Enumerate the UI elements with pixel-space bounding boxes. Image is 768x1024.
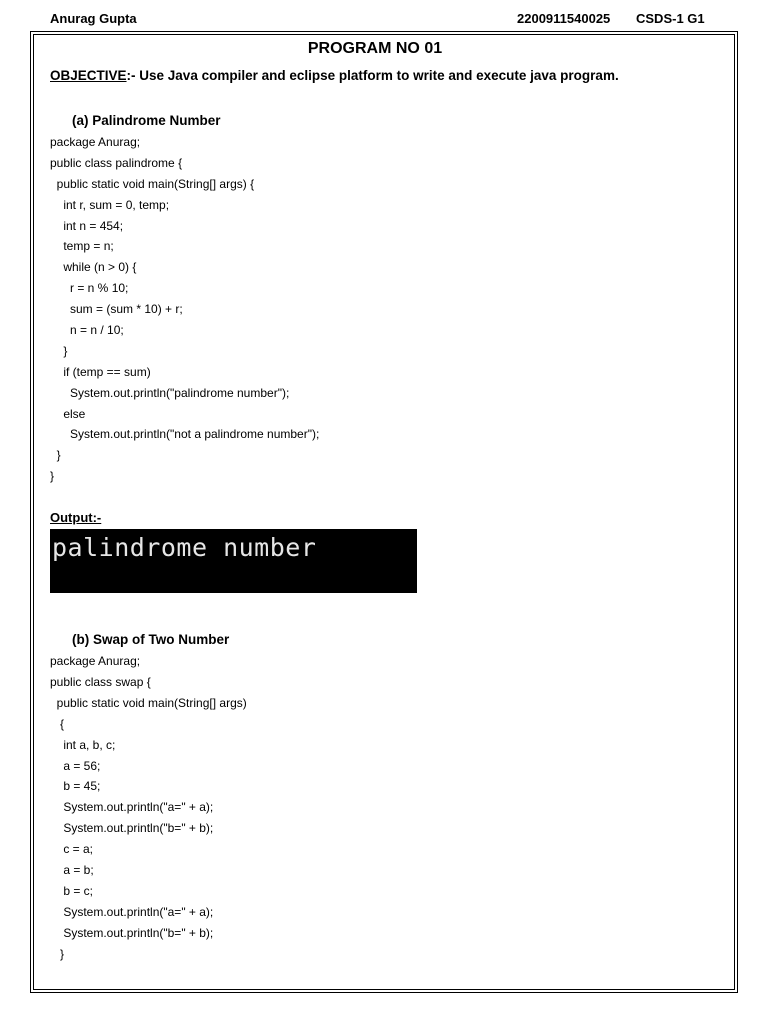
- code-line: }: [50, 448, 61, 463]
- author-name: Anurag Gupta: [50, 11, 137, 26]
- code-line: while (n > 0) {: [50, 260, 137, 275]
- code-block-palindrome: [50, 132, 720, 487]
- objective-text: :- Use Java compiler and eclipse platform to write and execute java program.: [126, 68, 619, 83]
- section-heading-palindrome: (a) Palindrome Number: [72, 113, 221, 128]
- code-line: System.out.println("b=" + b);: [50, 925, 214, 940]
- code-line: public static void main(String[] args): [50, 695, 247, 710]
- code-line: int n = 454;: [50, 218, 124, 233]
- code-line: System.out.println("a=" + a);: [50, 904, 214, 919]
- output-terminal: [50, 529, 417, 593]
- roll-number: 2200911540025: [517, 11, 611, 26]
- code-line: r = n % 10;: [50, 281, 129, 296]
- page-content: [50, 38, 720, 965]
- objective-label: OBJECTIVE: [50, 68, 127, 83]
- section-heading-swap: (b) Swap of Two Number: [72, 632, 230, 648]
- code-line: public static void main(String[] args) {: [50, 176, 255, 191]
- code-line: if (temp == sum): [50, 364, 151, 379]
- code-line: package Anurag;: [50, 654, 141, 669]
- output-label: Output:-: [50, 510, 102, 526]
- code-line: a = b;: [50, 863, 94, 878]
- code-line: temp = n;: [50, 239, 114, 254]
- code-line: sum = (sum * 10) + r;: [50, 302, 183, 317]
- class-section: CSDS-1 G1: [636, 11, 705, 26]
- code-line: System.out.println("b=" + b);: [50, 821, 214, 836]
- code-line: }: [50, 469, 55, 484]
- code-line: public class palindrome {: [50, 155, 183, 170]
- code-line: {: [50, 716, 65, 731]
- page-header: [50, 11, 710, 29]
- code-line: }: [50, 343, 68, 358]
- code-line: else: [50, 406, 86, 421]
- page-title: PROGRAM NO 01: [307, 40, 443, 57]
- code-line: System.out.println("a=" + a);: [50, 800, 214, 815]
- output-text: palindrome number: [52, 533, 317, 563]
- code-line: c = a;: [50, 842, 94, 857]
- code-line: b = c;: [50, 883, 94, 898]
- code-line: }: [50, 946, 65, 961]
- code-line: System.out.println("not a palindrome number");: [50, 427, 320, 442]
- code-line: int r, sum = 0, temp;: [50, 197, 170, 212]
- code-line: package Anurag;: [50, 135, 141, 149]
- code-line: public class swap {: [50, 675, 151, 690]
- code-line: System.out.println("palindrome number");: [50, 385, 290, 400]
- code-block-swap: [50, 651, 720, 964]
- code-line: b = 45;: [50, 779, 101, 794]
- code-line: a = 56;: [50, 758, 101, 773]
- code-line: n = n / 10;: [50, 323, 124, 338]
- objective: [50, 66, 720, 86]
- code-line: int a, b, c;: [50, 737, 116, 752]
